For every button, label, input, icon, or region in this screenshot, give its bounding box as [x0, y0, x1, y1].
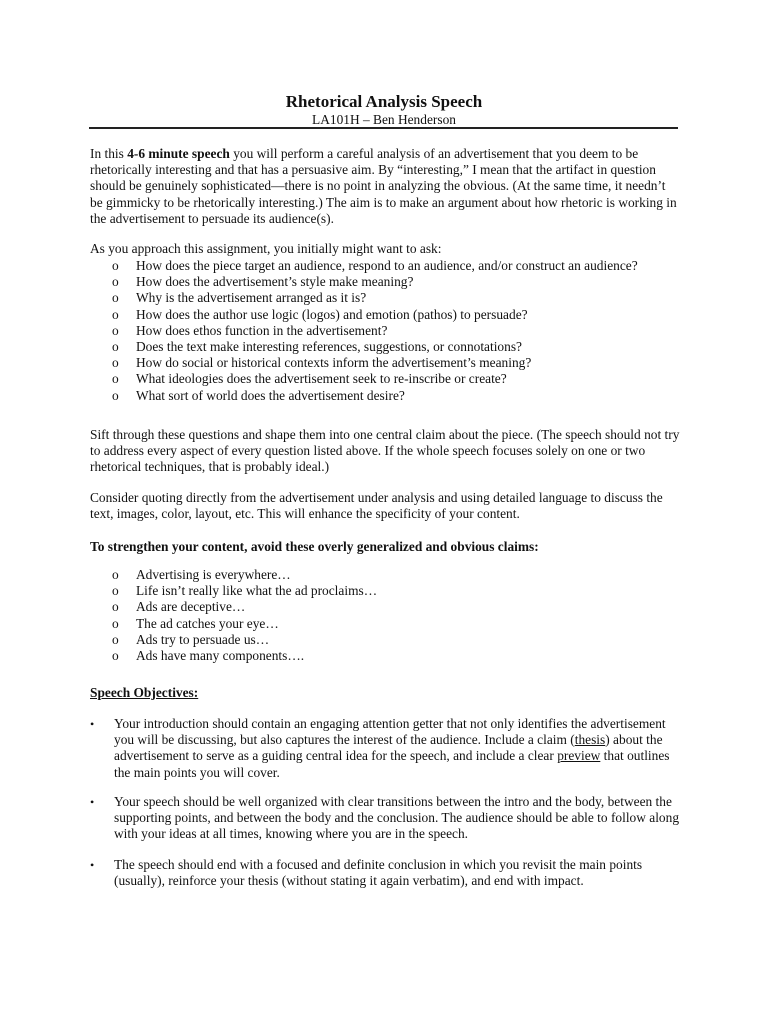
question-text: How do social or historical contexts inform the advertisement’s meaning? — [136, 355, 532, 371]
objective-text: The speech should end with a focused and definite conclusion in which you revisit the main points (usually), reinforce your thesis (without stating it again verbatim), and end with impact. — [114, 857, 643, 889]
document-subtitle: LA101H – Ben Henderson — [312, 112, 456, 127]
objectives-list — [90, 716, 680, 781]
list-marker: o — [112, 387, 119, 403]
objectives-heading — [90, 685, 680, 701]
claim-text: Ads have many components…. — [136, 647, 305, 663]
question-text: How does ethos function in the advertisement? — [136, 322, 388, 338]
objective-text: Your speech should be well organized with clear transitions between the intro and the body, between the supporting points, and between the body and the conclusion. The audience should be able to follow along with your ideas at all times, knowing where you are in the speech. — [114, 794, 680, 842]
question-list — [112, 258, 672, 404]
intro-lead: In this — [90, 146, 128, 161]
consider-paragraph — [90, 490, 680, 522]
claim-text: Ads are deceptive… — [136, 599, 246, 615]
bullet-marker: • — [90, 858, 95, 872]
objective-text-b: ) about the advertisement to serve as a guiding central idea for the speech, and include a clear — [114, 732, 663, 764]
question-text: Why is the advertisement arranged as it is? — [136, 290, 367, 306]
list-item — [112, 290, 672, 306]
list-marker: o — [112, 322, 119, 338]
list-marker: o — [112, 274, 119, 290]
list-marker: o — [112, 631, 119, 647]
objectives-list-3 — [90, 857, 680, 889]
objective-item — [90, 716, 680, 781]
objective-text-c: that outlines the main points you will cover. — [114, 748, 670, 780]
claim-text: Ads try to persuade us… — [136, 631, 270, 647]
list-item — [112, 567, 672, 583]
intro-rest: you will perform a careful analysis of an advertisement that you deem to be rhetorically interesting and that has a persuasive aim. By “interesting,” I mean that the artifact in question should be genuinely sophisticated—there is no point in analyzing the obvious. (At the same time, it needn’t be gimmicky to be rhetorically interesting.) The aim is to make an argument about how rhetoric is working in the advertisement to persuade its audience(s). — [90, 146, 677, 226]
list-marker: o — [112, 647, 119, 663]
list-item — [112, 388, 672, 404]
list-item — [112, 648, 672, 664]
sift-paragraph — [90, 427, 680, 476]
list-marker: o — [112, 306, 119, 322]
list-item — [112, 258, 672, 274]
preview-term: preview — [557, 748, 601, 764]
bullet-marker: • — [90, 717, 95, 731]
list-item — [112, 371, 672, 387]
claim-text: Advertising is everywhere… — [136, 567, 291, 582]
list-marker: o — [112, 290, 119, 306]
approach-text: As you approach this assignment, you initially might want to ask: — [90, 241, 442, 256]
question-text: How does the advertisement’s style make meaning? — [136, 274, 414, 290]
strengthen-heading-text: To strengthen your content, avoid these overly generalized and obvious claims: — [90, 539, 539, 554]
list-marker: o — [112, 583, 119, 599]
list-item — [112, 355, 672, 371]
list-marker: o — [112, 615, 119, 631]
strengthen-heading — [90, 539, 680, 555]
claim-text: Life isn’t really like what the ad proclaims… — [136, 583, 378, 599]
list-marker: o — [112, 371, 119, 387]
list-item — [112, 323, 672, 339]
objective-item — [90, 794, 680, 843]
list-item — [112, 599, 672, 615]
list-marker: o — [112, 599, 119, 615]
list-marker: o — [112, 258, 119, 273]
list-item — [112, 583, 672, 599]
approach-intro — [90, 241, 680, 257]
question-text: What ideologies does the advertisement seek to re-inscribe or create? — [136, 371, 507, 387]
intro-paragraph — [90, 146, 680, 227]
question-text: How does the piece target an audience, respond to an audience, and/or construct an audience? — [136, 258, 638, 273]
document-title: Rhetorical Analysis Speech — [285, 92, 483, 111]
bullet-marker: • — [90, 795, 95, 809]
list-marker: o — [112, 567, 119, 582]
list-item — [112, 339, 672, 355]
claims-list — [112, 567, 672, 664]
intro-bold: 4-6 minute speech — [127, 146, 230, 161]
claim-text: The ad catches your eye… — [136, 615, 279, 631]
document-header — [0, 92, 768, 128]
consider-text: Consider quoting directly from the advertisement under analysis and using detailed language to discuss the text, images, color, layout, etc. This will enhance the specificity of your content. — [90, 490, 663, 522]
question-text: How does the author use logic (logos) and emotion (pathos) to persuade? — [136, 306, 528, 322]
list-item — [112, 616, 672, 632]
objective-item — [90, 857, 680, 889]
question-text: Does the text make interesting references, suggestions, or connotations? — [136, 338, 522, 354]
sift-text: Sift through these questions and shape them into one central claim about the piece. (The speech should not try to address every aspect of every question listed above. If the whole speech focuses solely on one or two rhetorical techniques, that is probably ideal.) — [90, 427, 680, 475]
question-text: What sort of world does the advertisement desire? — [136, 387, 405, 403]
list-marker: o — [112, 338, 119, 354]
header-rule — [89, 127, 678, 129]
list-marker: o — [112, 355, 119, 371]
list-item — [112, 307, 672, 323]
list-item — [112, 274, 672, 290]
objectives-heading-text: Speech Objectives: — [90, 685, 199, 700]
objectives-list-2 — [90, 794, 680, 843]
thesis-term: thesis — [574, 732, 606, 748]
list-item — [112, 632, 672, 648]
objective-text-a: Your introduction should contain an engaging attention getter that not only identifies the advertisement you will be discussing, but also captures the interest of the audience. Include a claim ( — [114, 716, 666, 748]
